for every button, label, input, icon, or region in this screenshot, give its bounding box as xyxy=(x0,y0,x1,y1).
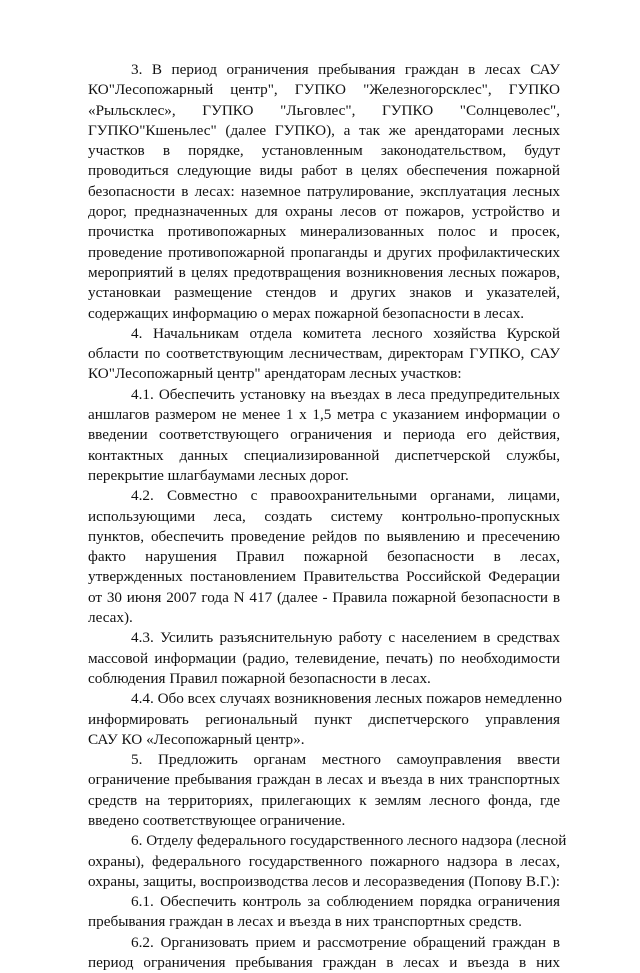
text-line: 6. Отделу федерального государственного лесного надзора (лесной xyxy=(131,832,567,850)
text-line: контактных данных специализированной диспетчерской службы, xyxy=(88,446,560,464)
text-line: средств на территориях, прилегающих к землям лесного фонда, где xyxy=(88,791,560,809)
text-line: проведение противопожарной пропаганды и других профилактических xyxy=(88,243,560,261)
text-line: использующими леса, создать системy контрольно-пропускных xyxy=(88,507,560,525)
paragraph-4-1 xyxy=(88,385,560,486)
text-line: дорог, предназначенных для охраны лесов от пожаров, устройство и xyxy=(88,203,560,221)
text-line: ГУПКО"Кшеньлес" (далее ГУПКО), а так же арендаторами лесных xyxy=(88,121,560,139)
text-line: 3. В период ограничения пребывания граждан в лесах САУ xyxy=(131,61,560,78)
text-line: 4. Начальникам отдела комитета лесного хозяйства Курской xyxy=(131,324,560,342)
text-line: проводиться следующие виды работ в целях обеспечения пожарной xyxy=(88,162,560,180)
text-line: 6.2. Организовать прием и рассмотрение обращений граждан в xyxy=(131,933,560,951)
text-line: 4.3. Усилить разъяснительную работу с населением в средствах xyxy=(131,629,560,647)
text-line: 4.4. Обо всех случаях возникновения лесных пожаров немедленно xyxy=(131,690,562,708)
text-line: аншлагов размером не менее 1 х 1,5 метра с указанием информации о xyxy=(88,406,560,424)
text-line: 5. Предложить органам местного самоуправления ввести xyxy=(131,751,560,769)
document-body xyxy=(88,60,567,973)
text-line: факто нарушения Правил пожарной безопасности в лесах, xyxy=(88,548,560,566)
text-line: САУ КО «Лесопожарный центр». xyxy=(88,730,305,748)
text-line: лесах). xyxy=(88,609,133,627)
text-line: введено соответствующее ограничение. xyxy=(88,811,346,829)
text-line: охраны), федерального государственного пожарного надзора в лесах, xyxy=(88,852,560,870)
text-line: участков в порядке, установленным законодательством, будут xyxy=(88,142,560,160)
text-line: КО"Лесопожарный центр" арендаторам лесных участков: xyxy=(88,365,462,383)
paragraph-4 xyxy=(88,324,560,385)
text-line: области по соответствующим лесничествам, директорам ГУПКО, САУ xyxy=(88,345,560,363)
paragraph-4-3 xyxy=(88,628,560,689)
text-line: мероприятий в целях предотвращения возникновения лесных пожаров, xyxy=(88,263,560,281)
text-line: соблюдения Правил пожарной безопасности в лесах. xyxy=(88,669,431,687)
text-line: период ограничения пребывания граждан в лесах и въезда в них xyxy=(88,954,560,972)
text-line: безопасности в лесах: наземное патрулирование, эксплуатация лесных xyxy=(88,182,560,200)
text-line: от 30 июня 2007 года N 417 (далее - Правила пожарной безопасности в xyxy=(88,588,560,606)
paragraph-4-2 xyxy=(88,486,560,628)
text-line: введении соответствующего ограничения и периода его действия, xyxy=(88,426,560,444)
text-line: ограничение пребывания граждан в лесах и въезда в них транспортных xyxy=(88,771,560,789)
text-line: массовой информации (радио, телевидение, печать) по необходимости xyxy=(88,649,560,667)
text-line: КО"Лесопожарный центр", ГУПКО "Железногорсклес", ГУПКО xyxy=(88,81,560,99)
text-line: перекрытие шлагбаумами лесных дорог. xyxy=(88,466,349,484)
text-line: 4.1. Обеспечить установку на въездах в леса предупредительных xyxy=(131,385,560,403)
paragraph-6-1 xyxy=(88,892,560,933)
text-line: пунктов, обеспечить проведение рейдов по выявлению и пресечению xyxy=(88,527,560,545)
text-line: прочистка противопожарных минерализованных полос и просек, xyxy=(88,223,560,241)
text-line: информировать региональный пункт диспетчерского управления xyxy=(88,710,560,728)
text-line: 6.1. Обеспечить контроль за соблюдением порядка ограничения xyxy=(131,893,560,911)
text-line: установкаи размещение стендов и других знаков и указателей, xyxy=(88,284,560,302)
paragraph-4-4 xyxy=(88,689,560,750)
text-line: утвержденных постановлением Правительства Российской Федерации xyxy=(88,568,560,586)
text-line: 4.2. Совместно с правоохранительными органами, лицами, xyxy=(131,487,560,505)
text-line: содержащих информацию о мерах пожарной безопасности в лесах. xyxy=(88,304,525,322)
paragraph-6 xyxy=(88,831,567,892)
paragraph-3 xyxy=(88,60,560,324)
text-line: «Рыльсклес», ГУПКО "Льговлес", ГУПКО "Солнцеволес", xyxy=(88,101,560,119)
text-line: пребывания граждан в лесах и въезда в них транспортных средств. xyxy=(88,913,522,931)
text-line: охраны, защиты, воспроизводства лесов и лесоразведения (Попову В.Г.): xyxy=(88,872,560,890)
paragraph-5 xyxy=(88,750,560,831)
paragraph-6-2 xyxy=(88,933,560,973)
